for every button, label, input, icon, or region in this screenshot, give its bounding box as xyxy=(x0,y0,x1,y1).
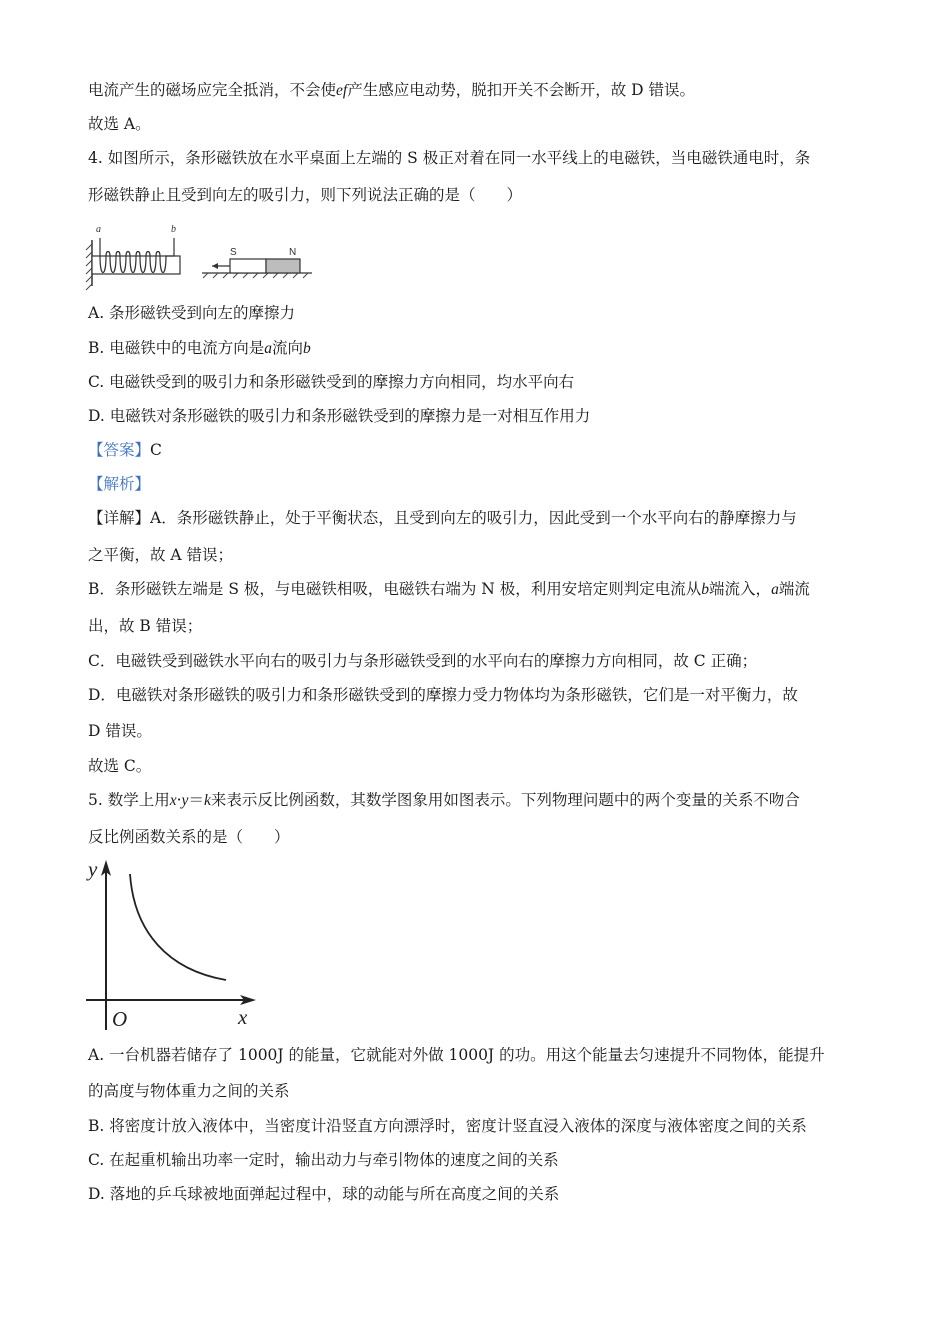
inverse-curve xyxy=(130,874,226,980)
q5-inverse-graph xyxy=(82,852,264,1034)
q4-option-c: C. 电磁铁受到的吸引力和条形磁铁受到的摩擦力方向相同，均水平向右 xyxy=(88,373,575,391)
magnet-n-label: N xyxy=(289,247,297,258)
magnet-s-label: S xyxy=(230,247,237,258)
terminal-b-label: b xyxy=(171,224,176,235)
q5-option-d: D. 落地的乒乓球被地面弹起过程中，球的动能与所在高度之间的关系 xyxy=(88,1185,560,1203)
q4-option-b: B. 电磁铁中的电流方向是a流向b xyxy=(88,339,311,357)
wall-hatch xyxy=(86,244,92,290)
y-axis-label: y xyxy=(88,857,98,881)
prev-line-1-pre: 电流产生的磁场应完全抵消，不会使 xyxy=(88,81,337,99)
q4-detail-3: B．条形磁铁左端是 S 极，与电磁铁相吸，电磁铁右端为 N 极，利用安培定则判定电流从b端流入，a端流 xyxy=(88,580,810,598)
q4-stem-line-1: 4. 如图所示，条形磁铁放在水平桌面上左端的 S 极正对着在同一水平线上的电磁铁，当电磁铁通电时，条 xyxy=(88,149,811,167)
q5-option-a-line-1: A. 一台机器若储存了 1000J 的能量，它就能对外做 1000J 的功。用这个能量去匀速提升不同物体，能提升 xyxy=(88,1046,825,1064)
q4-detail-4: 出，故 B 错误； xyxy=(88,617,203,635)
bar-magnet-s-half xyxy=(230,259,266,273)
q5-option-c: C. 在起重机输出功率一定时，输出动力与牵引物体的速度之间的关系 xyxy=(88,1151,559,1169)
q4-figure xyxy=(84,216,316,292)
q5-option-a-line-2: 的高度与物体重力之间的关系 xyxy=(88,1082,290,1100)
q5-stem-line-1: 5. 数学上用x·y＝k来表示反比例函数，其数学图象用如图表示。下列物理问题中的两个变量的关系不吻合 xyxy=(88,791,800,809)
answer-value: C xyxy=(150,441,162,459)
origin-label: O xyxy=(112,1007,128,1031)
force-arrow-head xyxy=(212,263,218,269)
analysis-tag: 【解析】 xyxy=(88,475,151,493)
bar-magnet-n-half xyxy=(266,259,300,273)
prev-line-1 xyxy=(88,80,695,101)
q4-conclusion: 故选 C。 xyxy=(88,757,152,775)
q4-option-a: A. 条形磁铁受到向左的摩擦力 xyxy=(88,304,296,322)
table-hatch xyxy=(203,273,308,278)
q4-answer xyxy=(88,440,162,460)
terminal-a-label: a xyxy=(96,224,101,235)
x-axis-label: x xyxy=(238,1005,248,1029)
q4-option-d: D. 电磁铁对条形磁铁的吸引力和条形磁铁受到的摩擦力是一对相互作用力 xyxy=(88,407,591,425)
q4-detail-1: 【详解】A．条形磁铁静止，处于平衡状态，且受到向左的吸引力，因此受到一个水平向右的静摩擦力与 xyxy=(88,509,797,527)
q4-detail-2: 之平衡，故 A 错误； xyxy=(88,546,234,564)
var-ef: ef xyxy=(336,82,348,99)
prev-line-1-post: 产生感应电动势，脱扣开关不会断开，故 D 错误。 xyxy=(347,81,695,99)
q5-stem-line-2: 反比例函数关系的是（ ） xyxy=(88,828,290,846)
answer-tag: 【答案】 xyxy=(88,441,151,459)
prev-conclusion: 故选 A。 xyxy=(88,115,151,133)
q4-stem-line-2: 形磁铁静止且受到向左的吸引力，则下列说法正确的是（ ） xyxy=(88,186,523,204)
q4-detail-7: D 错误。 xyxy=(88,722,152,740)
q4-detail-5: C．电磁铁受到磁铁水平向右的吸引力与条形磁铁受到的水平向右的摩擦力方向相同，故 C 正确； xyxy=(88,652,758,670)
q4-detail-6: D．电磁铁对条形磁铁的吸引力和条形磁铁受到的摩擦力受力物体均为条形磁铁，它们是一对平衡力，故 xyxy=(88,686,798,704)
q5-option-b: B. 将密度计放入液体中，当密度计沿竖直方向漂浮时，密度计竖直浸入液体的深度与液体密度之间的关系 xyxy=(88,1117,807,1135)
